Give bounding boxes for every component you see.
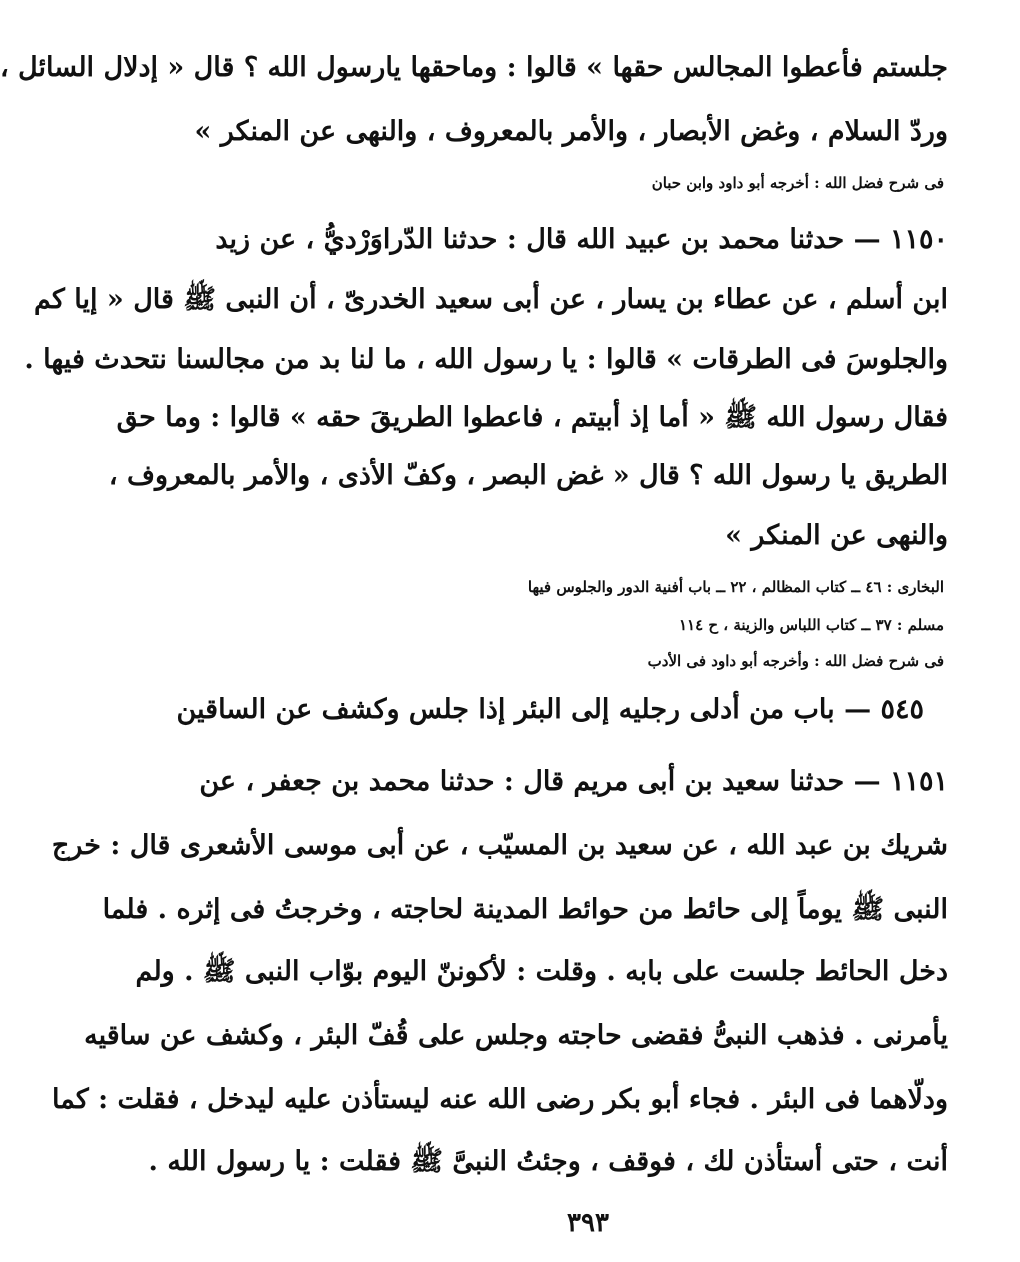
hadith-heading-line: ١١٥١ — حدثنا سعيد بن أبى مريم قال : حدثنا محمد بن جعفر ، عن: [199, 766, 948, 797]
hadith-text-line: ابن أسلم ، عن عطاء بن يسار ، عن أبى سعيد الخدرىّ ، أن النبى ﷺ قال « إيا كم: [34, 284, 948, 315]
footnote-reference: فى شرح فضل الله : أخرجه أبو داود وابن حبان: [651, 174, 944, 192]
footnote-reference: البخارى : ٤٦ ــ كتاب المظالم ، ٢٢ ــ باب أفنية الدور والجلوس فيها: [527, 578, 944, 596]
hadith-text-line: يأمرنى . فذهب النبىُّ فقضى حاجته وجلس على قُفّ البئر ، وكشف عن ساقيه: [84, 1020, 948, 1051]
hadith-heading-line: ١١٥٠ — حدثنا محمد بن عبيد الله قال : حدثنا الدّراوَرْديُّ ، عن زيد: [215, 224, 948, 255]
chapter-heading: ٥٤٥ — باب من أدلى رجليه إلى البئر إذا جلس وكشف عن الساقين: [176, 694, 924, 725]
hadith-text-line: شريك بن عبد الله ، عن سعيد بن المسيّب ، عن أبى موسى الأشعرى قال : خرج: [51, 830, 948, 861]
hadith-text-line: أنت ، حتى أستأذن لك ، فوقف ، وجئتُ النبىَّ ﷺ فقلت : يا رسول الله .: [148, 1146, 948, 1177]
hadith-text-line: النبى ﷺ يوماً إلى حائط من حوائط المدينة لحاجته ، وخرجتُ فى إثره . فلما: [102, 894, 948, 925]
hadith-text-line: وردّ السلام ، وغض الأبصار ، والأمر بالمعروف ، والنهى عن المنكر »: [194, 116, 948, 147]
footnote-reference: مسلم : ٣٧ ــ كتاب اللباس والزينة ، ح ١١٤: [679, 616, 944, 634]
hadith-text-line: دخل الحائط جلست على بابه . وقلت : لأكوننّ اليوم بوّاب النبى ﷺ . ولم: [135, 956, 948, 987]
hadith-text-line: فقال رسول الله ﷺ « أما إذ أبيتم ، فاعطوا الطريقَ حقه » قالوا : وما حق: [116, 402, 948, 433]
hadith-text-line: جلستم فأعطوا المجالس حقها » قالوا : وماحقها يارسول الله ؟ قال « إدلال السائل ،: [0, 52, 948, 83]
hadith-text-line: ودلّاهما فى البئر . فجاء أبو بكر رضى الله عنه ليستأذن عليه ليدخل ، فقلت : كما: [52, 1084, 948, 1115]
page-number: ٣٩٣: [567, 1208, 609, 1238]
hadith-text-line: والنهى عن المنكر »: [725, 520, 948, 551]
footnote-reference: فى شرح فضل الله : وأخرجه أبو داود فى الأدب: [647, 652, 944, 670]
hadith-text-line: الطريق يا رسول الله ؟ قال « غض البصر ، وكفّ الأذى ، والأمر بالمعروف ،: [108, 460, 948, 491]
hadith-text-line: والجلوسَ فى الطرقات » قالوا : يا رسول الله ، ما لنا بد من مجالسنا نتحدث فيها .: [24, 344, 948, 375]
